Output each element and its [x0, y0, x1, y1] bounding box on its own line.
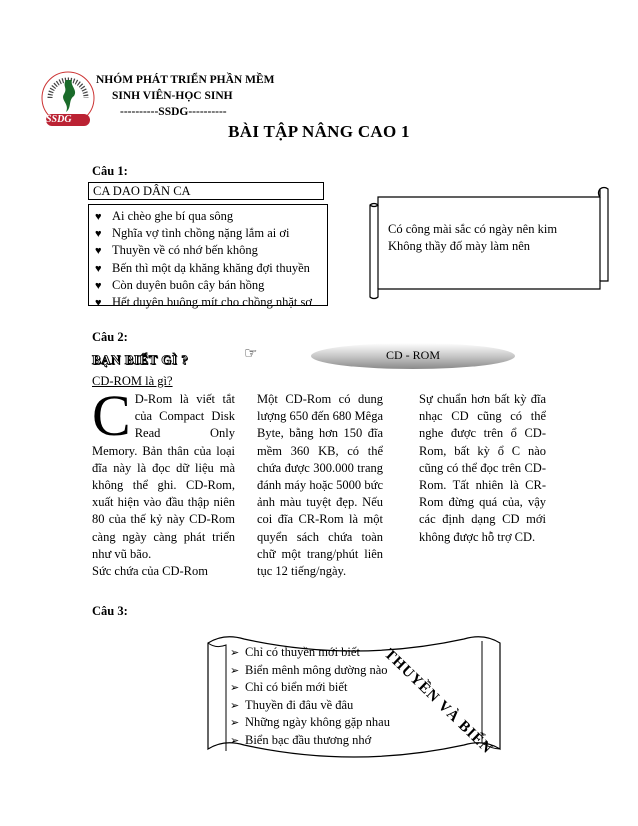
page-title: BÀI TẬP NÂNG CAO 1 — [228, 122, 410, 141]
list-item: ➢ Thuyền đi đâu về đâu — [230, 697, 390, 715]
list-item: ➢ Chỉ có biển mới biết — [230, 679, 390, 697]
list-item: ➢ Những ngày không gặp nhau — [230, 714, 390, 732]
cdrom-question: CD-ROM là gì? — [92, 374, 173, 388]
column-1-body: Read Only Memory. Bản thân của loại đĩa này là đọc dữ liệu mà không thể ghi. CD-Rom, xuất hiện vào đầu thập niên 80 của thế kỷ này CD-Rom càng ngày càng phát triển như vũ bão. — [92, 426, 235, 561]
list-item: ➢ Biển mênh mông dường nào — [230, 662, 390, 680]
question-1-label: Câu 1: — [92, 164, 128, 178]
proverb-text: Có công mài sắc có ngày nên kim Không thầy đố mày làm nên — [388, 222, 558, 253]
org-header — [96, 72, 274, 120]
pointing-hand-icon: ☞ — [244, 346, 258, 362]
org-line-2: SINH VIÊN-HỌC SINH — [112, 90, 233, 102]
question-2-label: Câu 2: — [92, 330, 128, 344]
heart-icon: ♥ — [95, 262, 102, 275]
wordart-diagonal-title: THUYỀN VÀ BIỂN — [380, 646, 496, 758]
poem-line: ♥ Còn duyên buôn cây bán hồng — [95, 277, 327, 294]
column-1-lead: D-Rom là viết tắt của Compact Disk — [134, 392, 235, 424]
column-3: Sự chuẩn hơn bất kỳ đĩa nhạc CD cũng có thể nghe được trên ổ CD-Rom, bất kỳ ổ C nào cũng có thể đọc trên CD-Rom. Tất nhiên là CR-Rom đừng quá của, vậy các định dạng CD mới không được hỗ trợ CD. — [419, 392, 546, 544]
banner-label: CD - ROM — [385, 348, 440, 362]
poem-line: ♥ Nghĩa vợ tình chồng nặng lắm ai ơi — [95, 225, 327, 242]
logo-text: SSDG — [46, 114, 72, 125]
poem-line: ♥ Ai chèo ghe bí qua sông — [95, 208, 327, 225]
heart-icon: ♥ — [95, 279, 102, 292]
org-line-3: ----------SSDG---------- — [120, 106, 227, 118]
poem-box-title: CA DAO DÂN CA — [88, 182, 324, 200]
heart-icon: ♥ — [95, 228, 102, 241]
poem-line: ♥ Hết duyên buông mít cho chồng nhặt sơ — [95, 294, 327, 311]
poem-line: ♥ Bến thì một dạ khăng khăng đợi thuyền — [95, 260, 327, 277]
arrow-right-icon: ➢ — [230, 664, 240, 677]
arrow-right-icon: ➢ — [230, 682, 240, 694]
poem-line: ♥ Thuyền về có nhớ bến không — [95, 242, 327, 259]
poem-box — [88, 204, 328, 310]
heart-icon: ♥ — [95, 211, 102, 223]
wordart-title: BẠN BIẾT GÌ ? — [92, 352, 189, 367]
column-2: Một CD-Rom có dung lượng 650 đến 680 Mêga Byte, bằng hơn 150 đĩa mềm 360 KB, có thể chứa được 300.000 trang đánh máy hoặc 5000 bức ảnh màu tuyệt đẹp. Nếu coi đĩa CR-Rom là một quyển sách chứa toàn chữ một trang/phút liên tục 12 tiếng/ngày. — [257, 392, 383, 579]
question-3-label: Câu 3: — [92, 604, 128, 618]
arrow-right-icon: ➢ — [230, 647, 240, 659]
arrow-right-icon: ➢ — [230, 699, 240, 712]
heart-icon: ♥ — [95, 245, 102, 258]
column-1 — [92, 383, 235, 580]
column-1-end: Sức chứa của CD-Rom — [92, 564, 208, 579]
org-line-1: NHÓM PHÁT TRIỂN PHẦN MỀM — [96, 74, 275, 86]
list-item: ➢ Chỉ có thuyền mới biết — [230, 644, 390, 662]
poem-list — [230, 644, 390, 749]
list-item: ➢ Biển bạc đầu thương nhớ — [230, 732, 390, 750]
dropcap: C — [92, 383, 131, 448]
arrow-right-icon: ➢ — [230, 734, 240, 747]
heart-icon: ♥ — [95, 297, 102, 310]
arrow-right-icon: ➢ — [230, 717, 240, 729]
